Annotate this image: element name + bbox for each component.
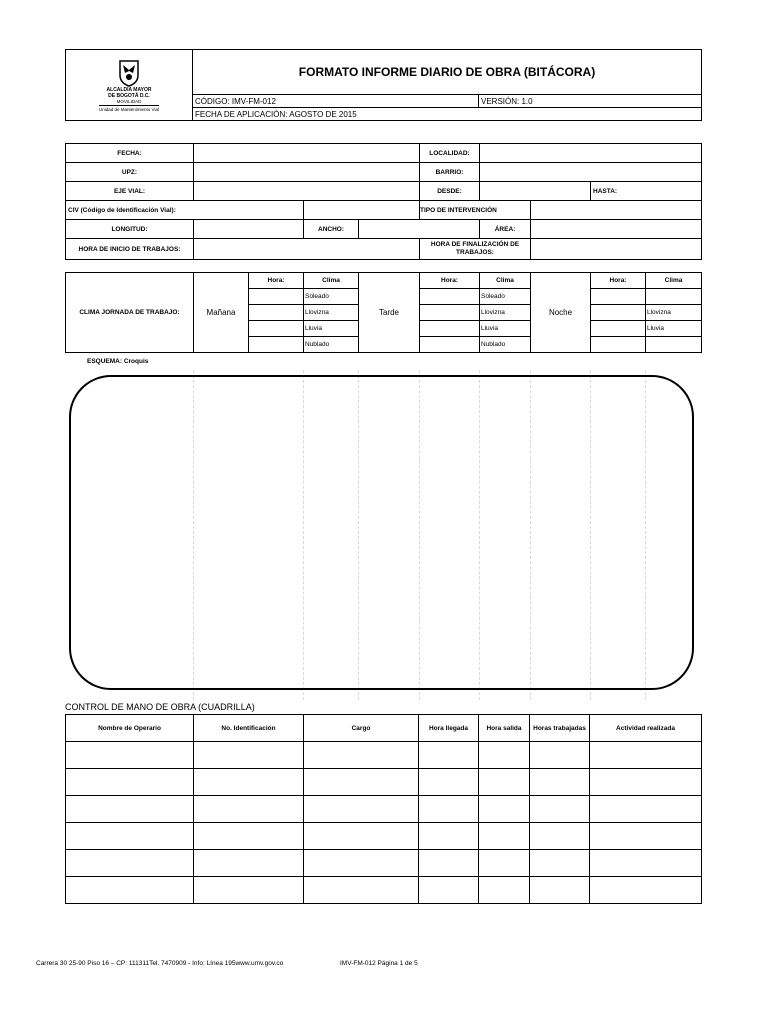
- cell[interactable]: [194, 850, 304, 877]
- cell[interactable]: [590, 742, 702, 769]
- header-table: [65, 49, 702, 121]
- cell[interactable]: [304, 877, 419, 904]
- noche-opt-empty[interactable]: [646, 289, 702, 305]
- col-nombre-operario: Nombre de Operario: [66, 715, 194, 742]
- cell[interactable]: [479, 742, 530, 769]
- manana-label: Mañana: [194, 273, 249, 353]
- manana-hora-field[interactable]: [249, 337, 304, 353]
- cell[interactable]: [530, 769, 590, 796]
- form-title: FORMATO INFORME DIARIO DE OBRA (BITÁCORA): [193, 50, 702, 95]
- tarde-opt-lluvia[interactable]: Lluvia: [480, 321, 531, 337]
- cell[interactable]: [530, 850, 590, 877]
- area-field[interactable]: [531, 220, 702, 239]
- manana-opt-soleado[interactable]: Soleado: [304, 289, 359, 305]
- coat-of-arms-icon: [118, 59, 140, 87]
- upz-label: UPZ:: [66, 163, 194, 182]
- cell[interactable]: [304, 769, 419, 796]
- mano-obra-title: CONTROL DE MANO DE OBRA (CUADRILLA): [65, 702, 255, 712]
- cell[interactable]: [590, 877, 702, 904]
- cell[interactable]: [66, 742, 194, 769]
- longitud-field[interactable]: [194, 220, 304, 239]
- tipo-intervencion-field[interactable]: [531, 201, 702, 220]
- cell[interactable]: [479, 823, 530, 850]
- eje-vial-field[interactable]: [194, 182, 420, 201]
- desde-field[interactable]: [480, 182, 591, 201]
- table-row: [66, 769, 702, 796]
- cell[interactable]: [530, 796, 590, 823]
- manana-opt-llovizna[interactable]: Llovizna: [304, 305, 359, 321]
- tipo-intervencion-label: TIPO DE INTERVENCIÓN: [420, 201, 531, 220]
- cell[interactable]: [194, 796, 304, 823]
- cell[interactable]: [479, 877, 530, 904]
- fecha-aplicacion: FECHA DE APLICACIÓN: AGOSTO DE 2015: [193, 108, 702, 121]
- noche-hora-header: Hora:: [591, 273, 646, 289]
- hora-fin-label: HORA DE FINALIZACIÓN DE TRABAJOS:: [420, 239, 531, 260]
- barrio-label: BARRIO:: [420, 163, 480, 182]
- cell[interactable]: [194, 877, 304, 904]
- longitud-label: LONGITUD:: [66, 220, 194, 239]
- manana-clima-header: Clima: [304, 273, 359, 289]
- cell[interactable]: [66, 877, 194, 904]
- table-row: [66, 796, 702, 823]
- barrio-field[interactable]: [480, 163, 702, 182]
- footer-address: Carrera 30 25-90 Piso 16 – CP: 111311Tel. 7470909 - Info: Línea 195www.umv.gov.co: [36, 960, 284, 967]
- cell[interactable]: [66, 769, 194, 796]
- logo-line3: MOVILIDAD: [116, 98, 142, 104]
- manana-hora-header: Hora:: [249, 273, 304, 289]
- version: VERSIÓN: 1.0: [479, 95, 702, 108]
- tarde-clima-header: Clima: [480, 273, 531, 289]
- cell[interactable]: [590, 796, 702, 823]
- upz-field[interactable]: [194, 163, 420, 182]
- noche-hora-field[interactable]: [591, 321, 646, 337]
- noche-clima-header: Clima: [646, 273, 702, 289]
- manana-opt-lluvia[interactable]: Lluvia: [304, 321, 359, 337]
- cell[interactable]: [66, 850, 194, 877]
- tarde-hora-field[interactable]: [420, 321, 480, 337]
- logo-cell: [66, 50, 193, 121]
- cell[interactable]: [419, 823, 479, 850]
- manana-hora-field[interactable]: [249, 305, 304, 321]
- cell[interactable]: [304, 823, 419, 850]
- croquis-drawing-area[interactable]: [69, 375, 694, 690]
- manana-opt-nublado[interactable]: Nublado: [304, 337, 359, 353]
- localidad-label: LOCALIDAD:: [420, 144, 480, 163]
- tarde-hora-field[interactable]: [420, 305, 480, 321]
- civ-field[interactable]: [304, 201, 420, 220]
- tarde-hora-field[interactable]: [420, 337, 480, 353]
- area-label: ÁREA:: [480, 220, 531, 239]
- localidad-field[interactable]: [480, 144, 702, 163]
- hora-inicio-label: HORA DE INICIO DE TRABAJOS:: [66, 239, 194, 260]
- cell[interactable]: [419, 877, 479, 904]
- cell[interactable]: [530, 742, 590, 769]
- cell[interactable]: [419, 850, 479, 877]
- ancho-field[interactable]: [359, 220, 480, 239]
- cell[interactable]: [590, 769, 702, 796]
- cell[interactable]: [530, 823, 590, 850]
- cell[interactable]: [530, 877, 590, 904]
- codigo: CÓDIGO: IMV-FM-012: [193, 95, 479, 108]
- manana-hora-field[interactable]: [249, 289, 304, 305]
- table-row: [66, 850, 702, 877]
- fecha-label: FECHA:: [66, 144, 194, 163]
- clima-table: [65, 272, 702, 353]
- cell[interactable]: [479, 796, 530, 823]
- noche-label: Noche: [531, 273, 591, 353]
- cell[interactable]: [419, 769, 479, 796]
- cell[interactable]: [66, 796, 194, 823]
- cell[interactable]: [419, 742, 479, 769]
- cell[interactable]: [590, 850, 702, 877]
- col-horas-trabajadas: Horas trabajadas: [530, 715, 590, 742]
- eje-vial-label: EJE VIAL:: [66, 182, 194, 201]
- col-no-identificacion: No. Identificación: [194, 715, 304, 742]
- civ-label: CIV (Código de Identificación Vial):: [66, 201, 304, 220]
- desde-label: DESDE:: [420, 182, 480, 201]
- noche-opt-empty[interactable]: [646, 337, 702, 353]
- table-row: [66, 823, 702, 850]
- logo-line1: ALCALDÍA MAYOR: [106, 86, 152, 93]
- cell[interactable]: [194, 742, 304, 769]
- table-row: [66, 742, 702, 769]
- col-actividad-realizada: Actividad realizada: [590, 715, 702, 742]
- tarde-hora-header: Hora:: [420, 273, 480, 289]
- cell[interactable]: [304, 742, 419, 769]
- noche-hora-field[interactable]: [591, 289, 646, 305]
- tarde-opt-soleado[interactable]: Soleado: [480, 289, 531, 305]
- tarde-opt-llovizna[interactable]: Llovizna: [480, 305, 531, 321]
- hasta-label: HASTA:: [591, 182, 702, 201]
- cell[interactable]: [304, 850, 419, 877]
- cell[interactable]: [419, 796, 479, 823]
- noche-opt-lluvia[interactable]: Lluvia: [646, 321, 702, 337]
- cell[interactable]: [194, 769, 304, 796]
- cell[interactable]: [590, 823, 702, 850]
- cell[interactable]: [66, 823, 194, 850]
- noche-opt-llovizna[interactable]: Llovizna: [646, 305, 702, 321]
- cell[interactable]: [194, 823, 304, 850]
- ancho-label: ANCHO:: [304, 220, 359, 239]
- col-hora-salida: Hora salida: [479, 715, 530, 742]
- tarde-hora-field[interactable]: [420, 289, 480, 305]
- info-table: [65, 143, 702, 260]
- fecha-field[interactable]: [194, 144, 420, 163]
- cell[interactable]: [479, 769, 530, 796]
- tarde-label: Tarde: [359, 273, 420, 353]
- col-cargo: Cargo: [304, 715, 419, 742]
- clima-label: CLIMA JORNADA DE TRABAJO:: [66, 273, 194, 353]
- cell[interactable]: [479, 850, 530, 877]
- noche-hora-field[interactable]: [591, 337, 646, 353]
- noche-hora-field[interactable]: [591, 305, 646, 321]
- footer-page-ref: IMV-FM-012 Página 1 de 5: [340, 960, 418, 967]
- mano-obra-table: [65, 714, 702, 904]
- logo-line4: Unidad de Mantenimiento Vial: [99, 106, 159, 112]
- table-row: [66, 877, 702, 904]
- cell[interactable]: [304, 796, 419, 823]
- logo-line2: DE BOGOTÁ D.C.: [108, 92, 150, 99]
- alcaldia-logo: [66, 59, 192, 112]
- tarde-opt-nublado[interactable]: Nublado: [480, 337, 531, 353]
- col-hora-llegada: Hora llegada: [419, 715, 479, 742]
- manana-hora-field[interactable]: [249, 321, 304, 337]
- esquema-label: ESQUEMA: Croquis: [87, 358, 149, 365]
- hora-fin-field[interactable]: [531, 239, 702, 260]
- hora-inicio-field[interactable]: [194, 239, 420, 260]
